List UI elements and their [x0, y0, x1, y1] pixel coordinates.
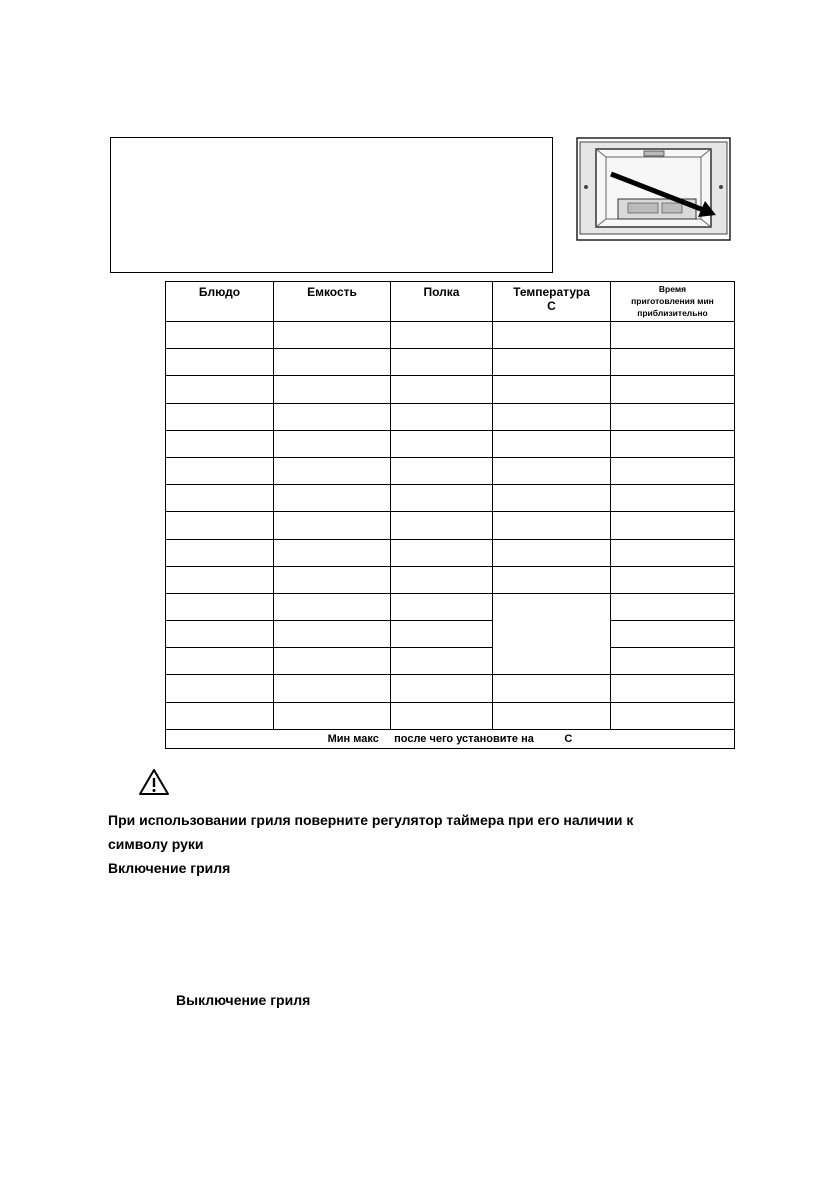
empty-frame [110, 137, 553, 273]
header-shelf: Полка [391, 282, 493, 322]
table-row [166, 512, 735, 539]
grill-on-heading: Включение гриля [108, 860, 231, 876]
grill-usage-instruction-line1: При использовании гриля поверните регулятор таймера при его наличии к [108, 812, 634, 828]
table-row [166, 593, 735, 620]
cooking-table [165, 281, 735, 749]
header-temperature: Температура С [493, 282, 611, 322]
table-row [166, 430, 735, 457]
table-row [166, 648, 735, 675]
table-row [166, 675, 735, 702]
table-row [166, 457, 735, 484]
table-row [166, 485, 735, 512]
table-row [166, 403, 735, 430]
table-row [166, 322, 735, 349]
grill-usage-instruction-line2: символу руки [108, 836, 204, 852]
table-footer-note: Мин макс после чего установите на С [166, 729, 735, 748]
header-container: Емкость [274, 282, 391, 322]
grill-off-heading: Выключение гриля [176, 992, 311, 1008]
table-row [166, 566, 735, 593]
oven-interior-arrow-icon [576, 137, 731, 241]
table-header-row [166, 282, 735, 322]
header-dish: Блюдо [166, 282, 274, 322]
merged-temperature-cell [493, 593, 611, 675]
warning-triangle-icon [138, 768, 170, 796]
table-row [166, 376, 735, 403]
table-row [166, 621, 735, 648]
table-footer-row [166, 729, 735, 748]
table-row [166, 539, 735, 566]
header-cooking-time: Время приготовления мин приблизительно [611, 282, 735, 322]
table-row [166, 702, 735, 729]
table-row [166, 349, 735, 376]
